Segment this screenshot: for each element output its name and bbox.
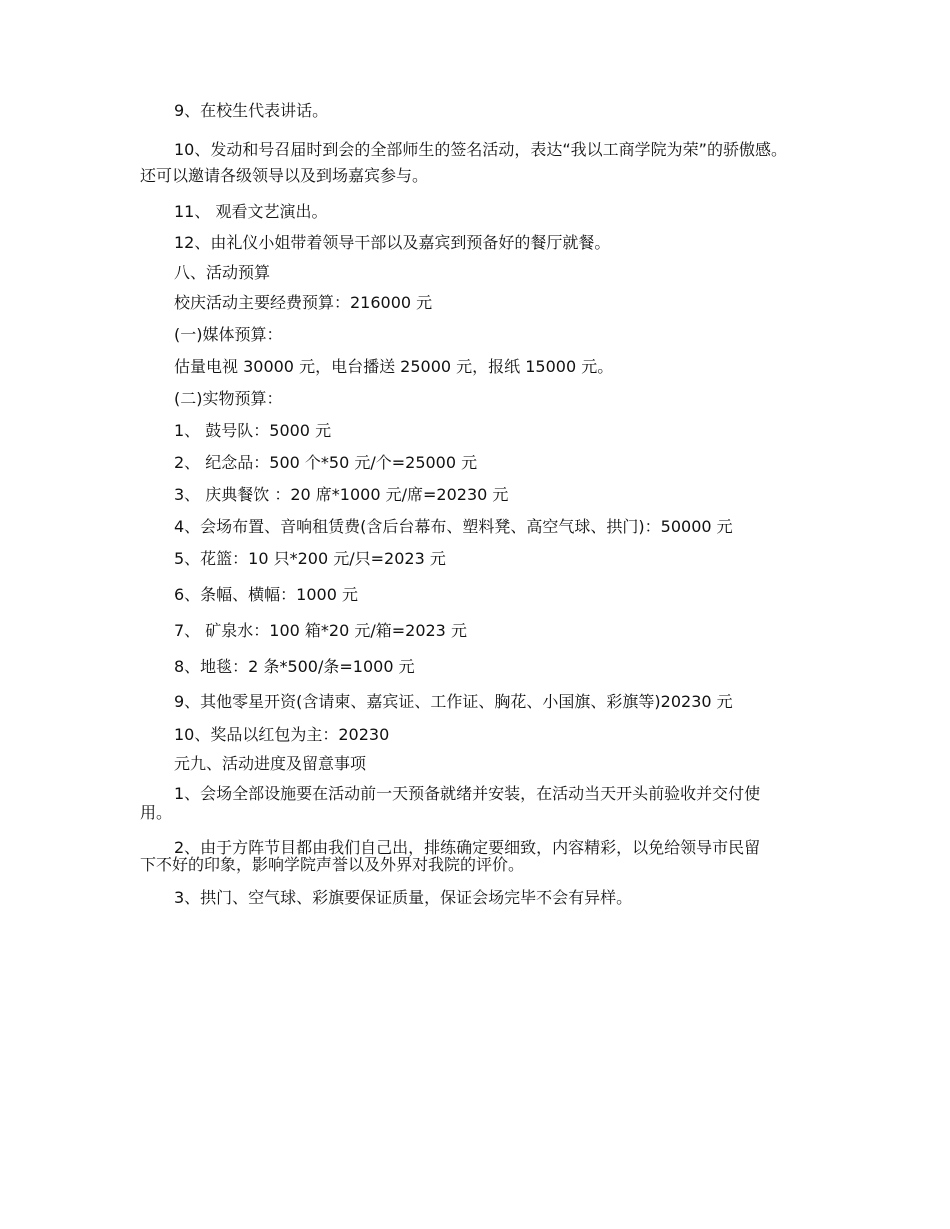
budget-item-10: 10、奖品以红包为主：20230 [174, 725, 390, 744]
budget-item-3: 3、 庆典餐饮 ：20 席*1000 元/席=20230 元 [174, 485, 509, 504]
text-line-media-costs: 估量电视 30000 元，电台播送 25000 元，报纸 15000 元。 [174, 357, 614, 376]
budget-item-4: 4、会场布置、音响租赁费(含后台幕布、塑料凳、高空气球、拱门)：50000 元 [174, 517, 733, 536]
text-line-item-10-cont: 还可以邀请各级领导以及到场嘉宾参与。 [140, 166, 429, 185]
section-heading-budget: 八、活动预算 [174, 263, 271, 282]
schedule-item-2: 2、由于方阵节目都由我们自己出，排练确定要细致，内容精彩，以免给领导市民留 [174, 838, 761, 857]
budget-item-7: 7、 矿泉水：100 箱*20 元/箱=2023 元 [174, 621, 467, 640]
subheading-media-budget: (一)媒体预算： [174, 325, 283, 344]
text-line-total-budget: 校庆活动主要经费预算：216000 元 [174, 293, 433, 312]
text-line-item-12: 12、由礼仪小姐带着领导干部以及嘉宾到预备好的餐厅就餐。 [174, 233, 611, 252]
budget-item-9: 9、其他零星开资(含请柬、嘉宾证、工作证、胸花、小国旗、彩旗等)20230 元 [174, 692, 733, 711]
text-line-item-9: 9、在校生代表讲话。 [174, 101, 329, 120]
schedule-item-2-cont: 下不好的印象，影响学院声誉以及外界对我院的评价。 [140, 855, 525, 874]
schedule-item-3: 3、拱门、空气球、彩旗要保证质量，保证会场完毕不会有异样。 [174, 888, 633, 907]
text-line-item-10: 10、发动和号召届时到会的全部师生的签名活动，表达“我以工商学院为荣”的骄傲感。 [174, 140, 787, 159]
budget-item-2: 2、 纪念品：500 个*50 元/个=25000 元 [174, 453, 478, 472]
schedule-item-1-cont: 用。 [140, 803, 173, 822]
budget-item-8: 8、地毯：2 条*500/条=1000 元 [174, 657, 415, 676]
budget-item-5: 5、花篮：10 只*200 元/只=2023 元 [174, 549, 446, 568]
text-line-item-11: 11、 观看文艺演出。 [174, 202, 328, 221]
budget-item-1: 1、 鼓号队：5000 元 [174, 421, 332, 440]
budget-item-6: 6、条幅、横幅：1000 元 [174, 585, 358, 604]
schedule-item-1: 1、会场全部设施要在活动前一天预备就绪并安装，在活动当天开头前验收并交付使 [174, 784, 761, 803]
section-heading-schedule: 元九、活动进度及留意事项 [174, 754, 367, 773]
subheading-material-budget: (二)实物预算： [174, 389, 283, 408]
